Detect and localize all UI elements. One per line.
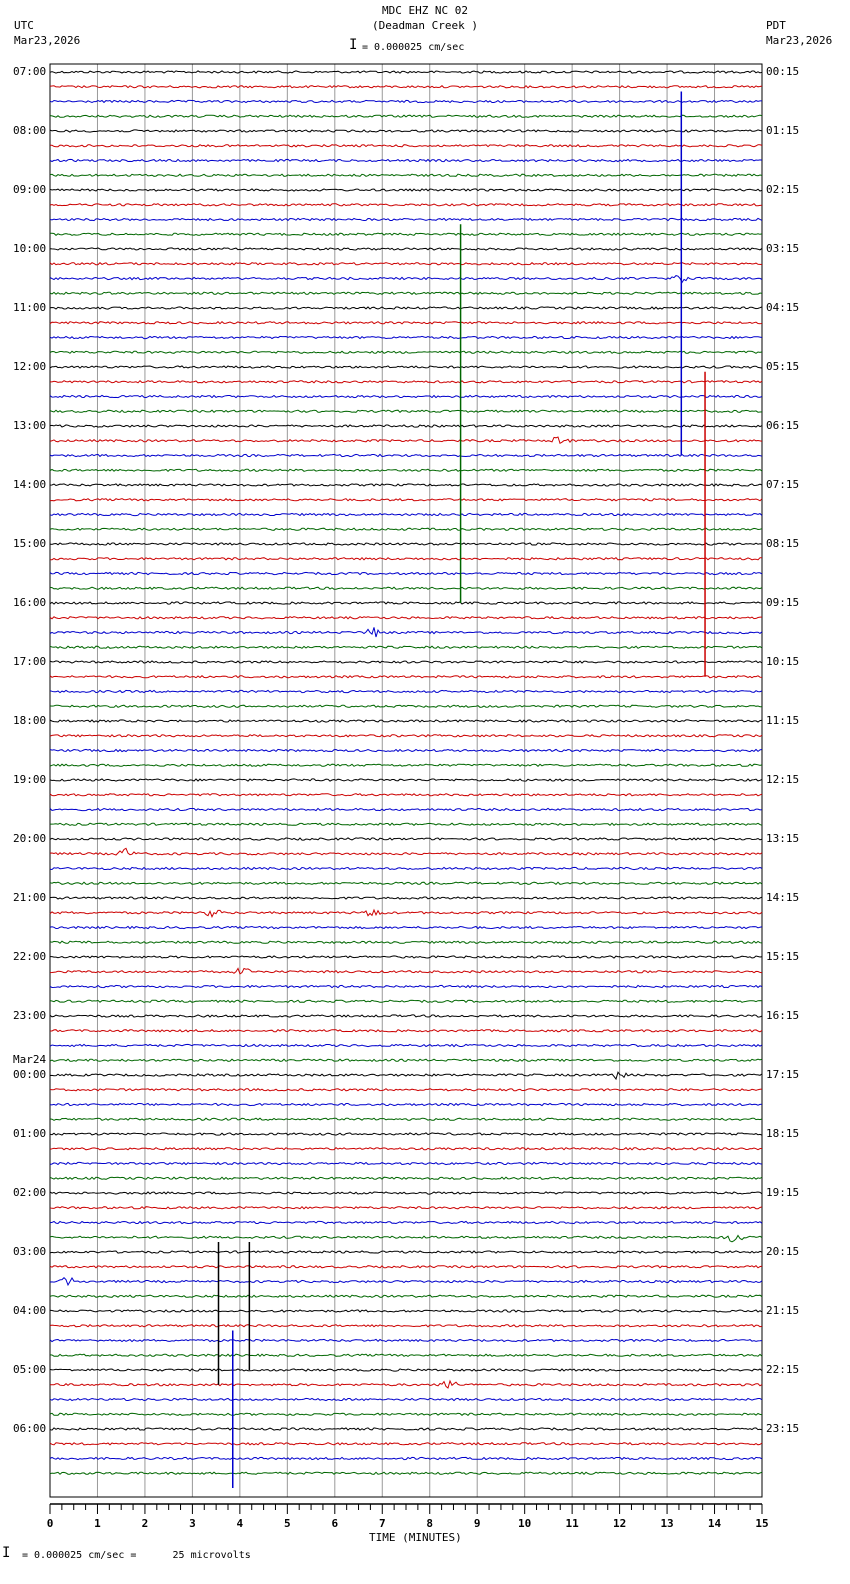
trace-28 [50, 484, 762, 486]
utc-hour-label: 19:00 [13, 773, 47, 786]
footer-scale-icon: I [2, 1545, 11, 1561]
pdt-hour-label: 15:15 [766, 950, 800, 963]
utc-hour-label: 21:00 [13, 891, 47, 904]
pdt-hour-label: 09:15 [766, 596, 800, 609]
x-tick-label: 0 [46, 1517, 54, 1530]
trace-4 [50, 130, 762, 132]
trace-5 [50, 145, 762, 147]
trace-30 [50, 513, 762, 515]
trace-61 [50, 968, 762, 974]
trace-59 [50, 941, 762, 943]
trace-63 [50, 1000, 762, 1002]
pdt-hour-label: 05:15 [766, 360, 800, 373]
trace-41 [50, 676, 762, 678]
pdt-hour-label: 23:15 [766, 1422, 800, 1435]
trace-20 [50, 366, 762, 368]
trace-13 [50, 263, 762, 265]
trace-46 [50, 749, 762, 751]
trace-91 [50, 1413, 762, 1415]
trace-50 [50, 808, 762, 810]
trace-56 [50, 897, 762, 899]
trace-6 [50, 159, 762, 161]
utc-hour-label: 13:00 [13, 419, 47, 432]
utc-hour-label: 00:00 [13, 1068, 47, 1081]
pdt-hour-label: 02:15 [766, 183, 800, 196]
trace-27 [50, 469, 762, 471]
left-timezone: UTC [14, 19, 34, 32]
utc-hour-label: 10:00 [13, 242, 47, 255]
x-tick-label: 13 [660, 1517, 674, 1530]
x-tick-label: 9 [473, 1517, 481, 1530]
utc-hour-label: 15:00 [13, 537, 47, 550]
trace-51 [50, 823, 762, 825]
trace-22 [50, 395, 762, 397]
right-timezone: PDT [766, 19, 786, 32]
trace-14 [50, 276, 762, 283]
trace-89 [50, 1381, 762, 1388]
utc-hour-label: 14:00 [13, 478, 47, 491]
x-tick-label: 5 [284, 1517, 291, 1530]
trace-49 [50, 794, 762, 796]
pdt-hour-label: 16:15 [766, 1009, 800, 1022]
trace-38 [50, 627, 762, 637]
trace-15 [50, 292, 762, 294]
trace-36 [50, 602, 762, 604]
utc-hour-label: 02:00 [13, 1186, 47, 1199]
trace-84 [50, 1310, 762, 1312]
trace-25 [50, 437, 762, 443]
right-date: Mar23,2026 [766, 34, 833, 47]
trace-77 [50, 1207, 762, 1209]
trace-67 [50, 1059, 762, 1061]
trace-12 [50, 248, 762, 250]
trace-9 [50, 204, 762, 206]
x-tick-label: 15 [755, 1517, 769, 1530]
trace-32 [50, 543, 762, 545]
trace-87 [50, 1354, 762, 1356]
trace-47 [50, 764, 762, 766]
x-tick-label: 10 [518, 1517, 532, 1530]
trace-21 [50, 381, 762, 383]
trace-40 [50, 661, 762, 663]
trace-86 [50, 1339, 762, 1341]
trace-78 [50, 1221, 762, 1223]
x-tick-label: 8 [426, 1517, 434, 1530]
trace-82 [50, 1278, 762, 1285]
utc-hour-label: 06:00 [13, 1422, 47, 1435]
x-tick-label: 4 [236, 1517, 244, 1530]
pdt-hour-label: 21:15 [766, 1304, 800, 1317]
trace-7 [50, 174, 762, 176]
utc-hour-label: 22:00 [13, 950, 47, 963]
pdt-hour-label: 12:15 [766, 773, 800, 786]
trace-43 [50, 705, 762, 707]
trace-0 [50, 71, 762, 73]
trace-1 [50, 86, 762, 88]
trace-94 [50, 1457, 762, 1459]
trace-92 [50, 1428, 762, 1430]
scale-text: = 0.000025 cm/sec [362, 42, 465, 53]
utc-hour-label: 20:00 [13, 832, 47, 845]
utc-hour-label: 23:00 [13, 1009, 47, 1022]
pdt-hour-label: 08:15 [766, 537, 800, 550]
x-tick-label: 6 [331, 1517, 339, 1530]
trace-52 [50, 838, 762, 840]
utc-hour-label: 16:00 [13, 596, 47, 609]
trace-72 [50, 1133, 762, 1135]
x-tick-label: 3 [189, 1517, 196, 1530]
utc-hour-label: 18:00 [13, 714, 47, 727]
trace-88 [50, 1369, 762, 1371]
trace-95 [50, 1472, 762, 1474]
pdt-hour-label: 22:15 [766, 1363, 800, 1376]
pdt-hour-label: 18:15 [766, 1127, 800, 1140]
x-tick-label: 2 [141, 1517, 149, 1530]
utc-hour-label: 17:00 [13, 655, 47, 668]
trace-62 [50, 985, 762, 987]
trace-29 [50, 499, 762, 501]
trace-44 [50, 720, 762, 722]
trace-16 [50, 307, 762, 309]
pdt-hour-label: 07:15 [766, 478, 800, 491]
trace-64 [50, 1015, 762, 1017]
pdt-hour-label: 13:15 [766, 832, 800, 845]
trace-60 [50, 956, 762, 958]
trace-8 [50, 189, 762, 191]
x-tick-label: 7 [378, 1517, 386, 1530]
pdt-hour-label: 11:15 [766, 714, 800, 727]
utc-hour-label: 05:00 [13, 1363, 47, 1376]
trace-81 [50, 1266, 762, 1268]
trace-83 [50, 1295, 762, 1297]
trace-66 [50, 1044, 762, 1046]
trace-18 [50, 336, 762, 338]
trace-73 [50, 1148, 762, 1150]
utc-hour-label: 04:00 [13, 1304, 47, 1317]
utc-hour-label: 01:00 [13, 1127, 47, 1140]
trace-37 [50, 617, 762, 619]
utc-hour-label: 03:00 [13, 1245, 47, 1258]
trace-90 [50, 1398, 762, 1400]
trace-31 [50, 528, 762, 530]
trace-85 [50, 1325, 762, 1327]
pdt-hour-label: 01:15 [766, 124, 800, 137]
left-date: Mar23,2026 [14, 34, 81, 47]
station-name: (Deadman Creek ) [372, 19, 478, 32]
trace-26 [50, 454, 762, 456]
pdt-hour-label: 20:15 [766, 1245, 800, 1258]
trace-2 [50, 100, 762, 102]
trace-54 [50, 867, 762, 869]
utc-hour-label: 11:00 [13, 301, 47, 314]
utc-hour-label: 08:00 [13, 124, 47, 137]
station-title: MDC EHZ NC 02 [381, 4, 469, 17]
trace-69 [50, 1089, 762, 1091]
pdt-hour-label: 04:15 [766, 301, 800, 314]
pdt-hour-label: 17:15 [766, 1068, 800, 1081]
trace-74 [50, 1162, 762, 1164]
pdt-hour-label: 14:15 [766, 891, 800, 904]
trace-35 [50, 587, 762, 589]
trace-76 [50, 1192, 762, 1194]
trace-55 [50, 882, 762, 884]
trace-79 [50, 1236, 762, 1242]
trace-33 [50, 558, 762, 560]
x-tick-label: 11 [565, 1517, 579, 1530]
trace-42 [50, 690, 762, 692]
pdt-hour-label: 00:15 [766, 65, 800, 78]
x-tick-label: 1 [94, 1517, 101, 1530]
trace-71 [50, 1118, 762, 1120]
trace-19 [50, 351, 762, 353]
trace-45 [50, 735, 762, 737]
pdt-hour-label: 19:15 [766, 1186, 800, 1199]
trace-58 [50, 926, 762, 928]
trace-53 [50, 848, 762, 855]
trace-23 [50, 410, 762, 412]
trace-3 [50, 115, 762, 117]
trace-34 [50, 572, 762, 574]
trace-39 [50, 646, 762, 648]
trace-57 [50, 910, 762, 917]
trace-93 [50, 1443, 762, 1445]
trace-70 [50, 1103, 762, 1105]
trace-24 [50, 425, 762, 427]
trace-48 [50, 779, 762, 781]
footer-scale-text: = 0.000025 cm/sec = 25 microvolts [22, 1550, 251, 1561]
utc-hour-label: 07:00 [13, 65, 47, 78]
x-axis-label: TIME (MINUTES) [369, 1531, 462, 1544]
trace-17 [50, 322, 762, 324]
x-tick-label: 12 [612, 1517, 627, 1530]
date-change-label: Mar24 [13, 1053, 47, 1066]
utc-hour-label: 09:00 [13, 183, 47, 196]
trace-10 [50, 218, 762, 220]
pdt-hour-label: 03:15 [766, 242, 800, 255]
x-tick-label: 14 [707, 1517, 722, 1530]
scale-bar-icon: I [349, 37, 358, 53]
trace-80 [50, 1251, 762, 1253]
utc-hour-label: 12:00 [13, 360, 47, 373]
trace-65 [50, 1030, 762, 1032]
trace-75 [50, 1177, 762, 1179]
trace-11 [50, 233, 762, 235]
pdt-hour-label: 06:15 [766, 419, 800, 432]
trace-68 [50, 1072, 762, 1079]
pdt-hour-label: 10:15 [766, 655, 800, 668]
